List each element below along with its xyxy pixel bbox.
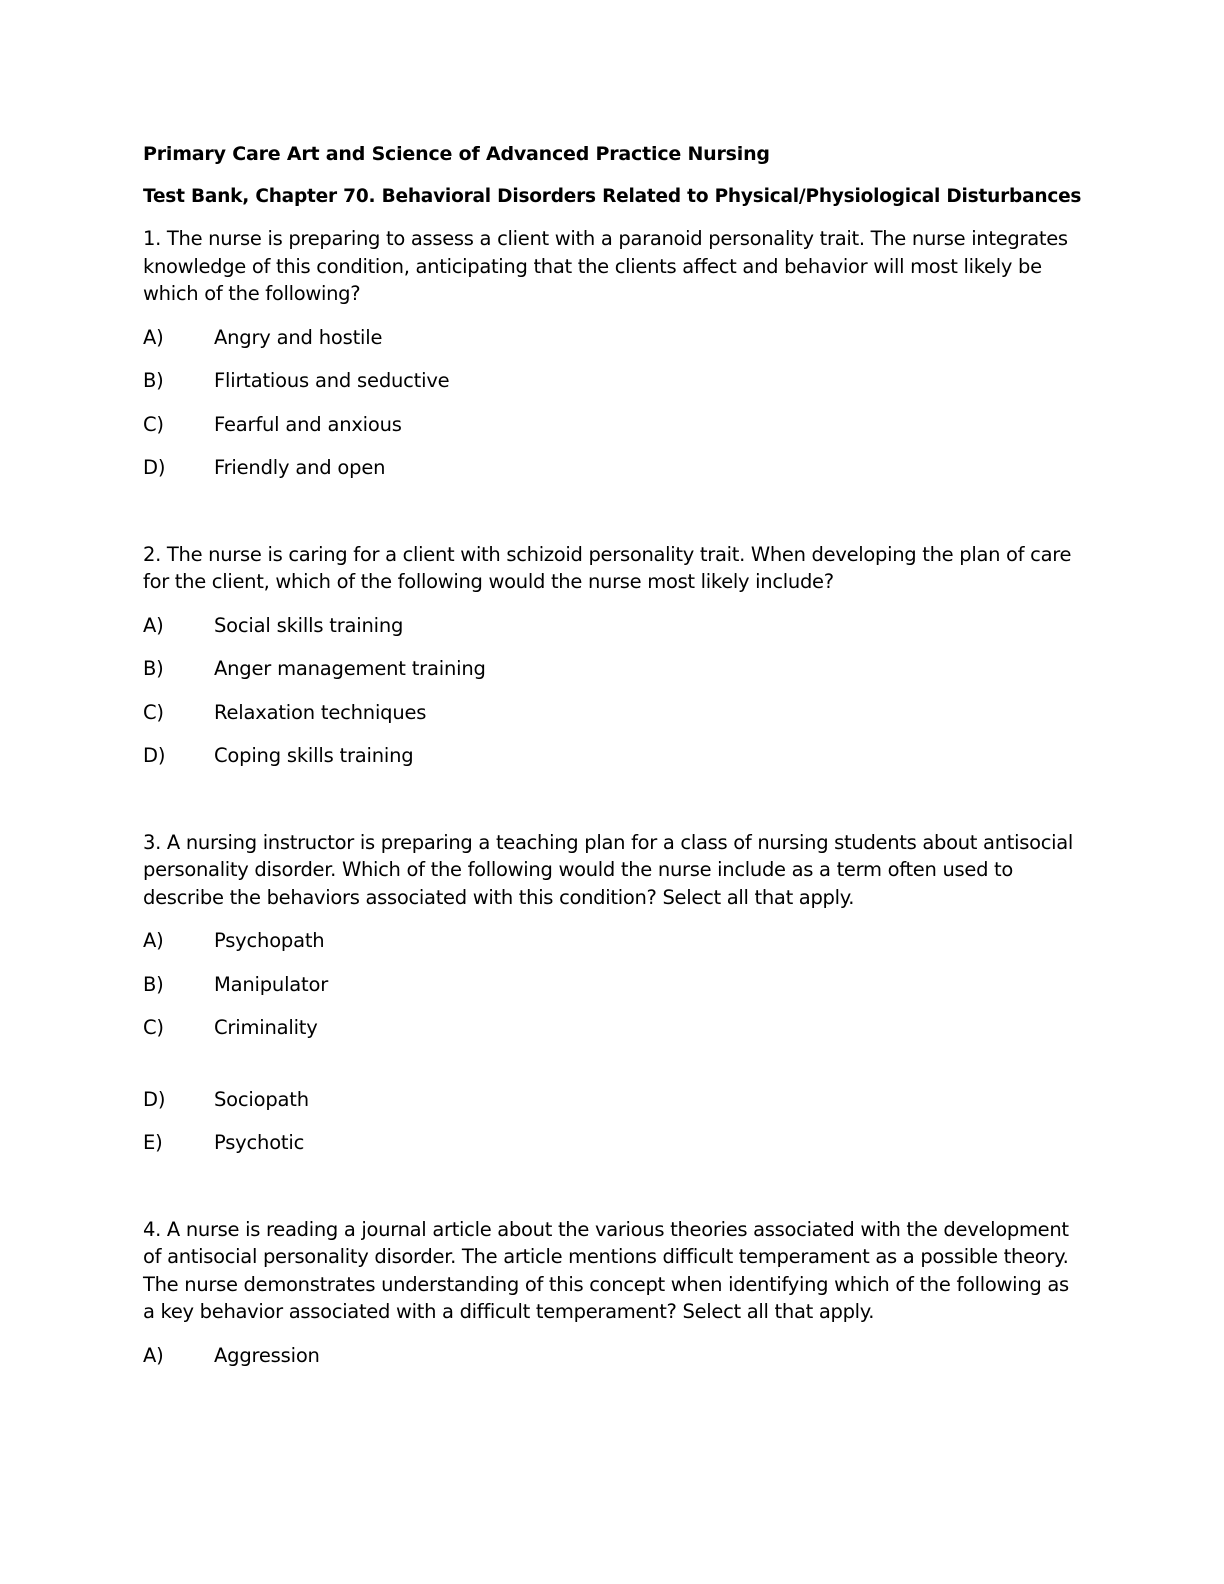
option-row: [143, 1342, 1083, 1370]
option-text: Coping skills training: [214, 744, 414, 767]
option-row: [143, 699, 1083, 727]
option-letter: A): [143, 1343, 164, 1367]
option-row: [143, 1086, 1083, 1114]
option-row: [143, 612, 1083, 640]
option-text: Fearful and anxious: [214, 412, 402, 436]
spacer: [143, 1058, 1083, 1086]
option-letter: B): [143, 972, 164, 996]
option-text: Flirtatious and seductive: [214, 369, 450, 392]
option-row: [143, 1129, 1083, 1157]
option-letter: C): [143, 412, 164, 436]
question-text: 3. A nursing instructor is preparing a teaching plan for a class of nursing students about antisocial personality disorder. Which of the following would the nurse include as a term often used to describe the behaviors associated with this condition? Select all that apply.: [143, 830, 1074, 909]
option-letter: A): [143, 325, 164, 349]
option-letter: C): [143, 1016, 164, 1039]
question-text: 4. A nurse is reading a journal article about the various theories associated with the development of antisocial personality disorder. The article mentions difficult temperament as a possible theory. The nurse demonstrates understanding of this concept when identifying which of the following as a key behavior associated with a difficult temperament? Select all that apply.: [143, 1217, 1069, 1323]
option-row: [143, 971, 1083, 999]
option-letter: A): [143, 613, 164, 637]
option-letter: B): [143, 369, 164, 392]
option-letter: A): [143, 929, 164, 952]
option-text: Angry and hostile: [214, 325, 383, 349]
document-page: [143, 140, 1083, 1385]
question-2: [143, 541, 1083, 771]
question-1: [143, 225, 1083, 482]
option-text: Criminality: [214, 1016, 318, 1039]
option-text: Anger management training: [214, 657, 486, 680]
option-row: [143, 742, 1083, 770]
question-text: 2. The nurse is caring for a client with schizoid personality trait. When developing the plan of care for the client, which of the following would the nurse most likely include?: [143, 542, 1072, 593]
option-text: Aggression: [214, 1343, 320, 1367]
option-row: [143, 454, 1083, 482]
option-text: Social skills training: [214, 613, 404, 637]
option-letter: D): [143, 456, 166, 479]
option-text: Relaxation techniques: [214, 700, 427, 724]
spacer: [143, 498, 1083, 541]
option-row: [143, 927, 1083, 955]
option-row: [143, 324, 1083, 352]
option-text: Friendly and open: [214, 456, 386, 479]
option-text: Manipulator: [214, 972, 329, 996]
option-letter: D): [143, 1087, 166, 1111]
option-row: [143, 411, 1083, 439]
option-text: Psychotic: [214, 1131, 305, 1154]
option-row: [143, 367, 1083, 395]
question-3: [143, 829, 1083, 1158]
option-letter: E): [143, 1131, 163, 1154]
spacer: [143, 1173, 1083, 1216]
question-4: [143, 1216, 1083, 1370]
option-text: Psychopath: [214, 929, 325, 952]
chapter-title: Test Bank, Chapter 70. Behavioral Disorders Related to Physical/Physiological Disturbances: [143, 186, 1082, 207]
book-title: Primary Care Art and Science of Advanced Practice Nursing: [143, 143, 770, 165]
option-letter: C): [143, 700, 164, 724]
question-text: 1. The nurse is preparing to assess a client with a paranoid personality trait. The nurse integrates knowledge of this condition, anticipating that the clients affect and behavior will most likely be which of the following?: [143, 227, 1068, 305]
option-text: Sociopath: [214, 1087, 309, 1111]
option-row: [143, 655, 1083, 683]
option-letter: D): [143, 744, 166, 767]
option-letter: B): [143, 657, 164, 680]
option-row: [143, 1014, 1083, 1042]
spacer: [143, 786, 1083, 829]
